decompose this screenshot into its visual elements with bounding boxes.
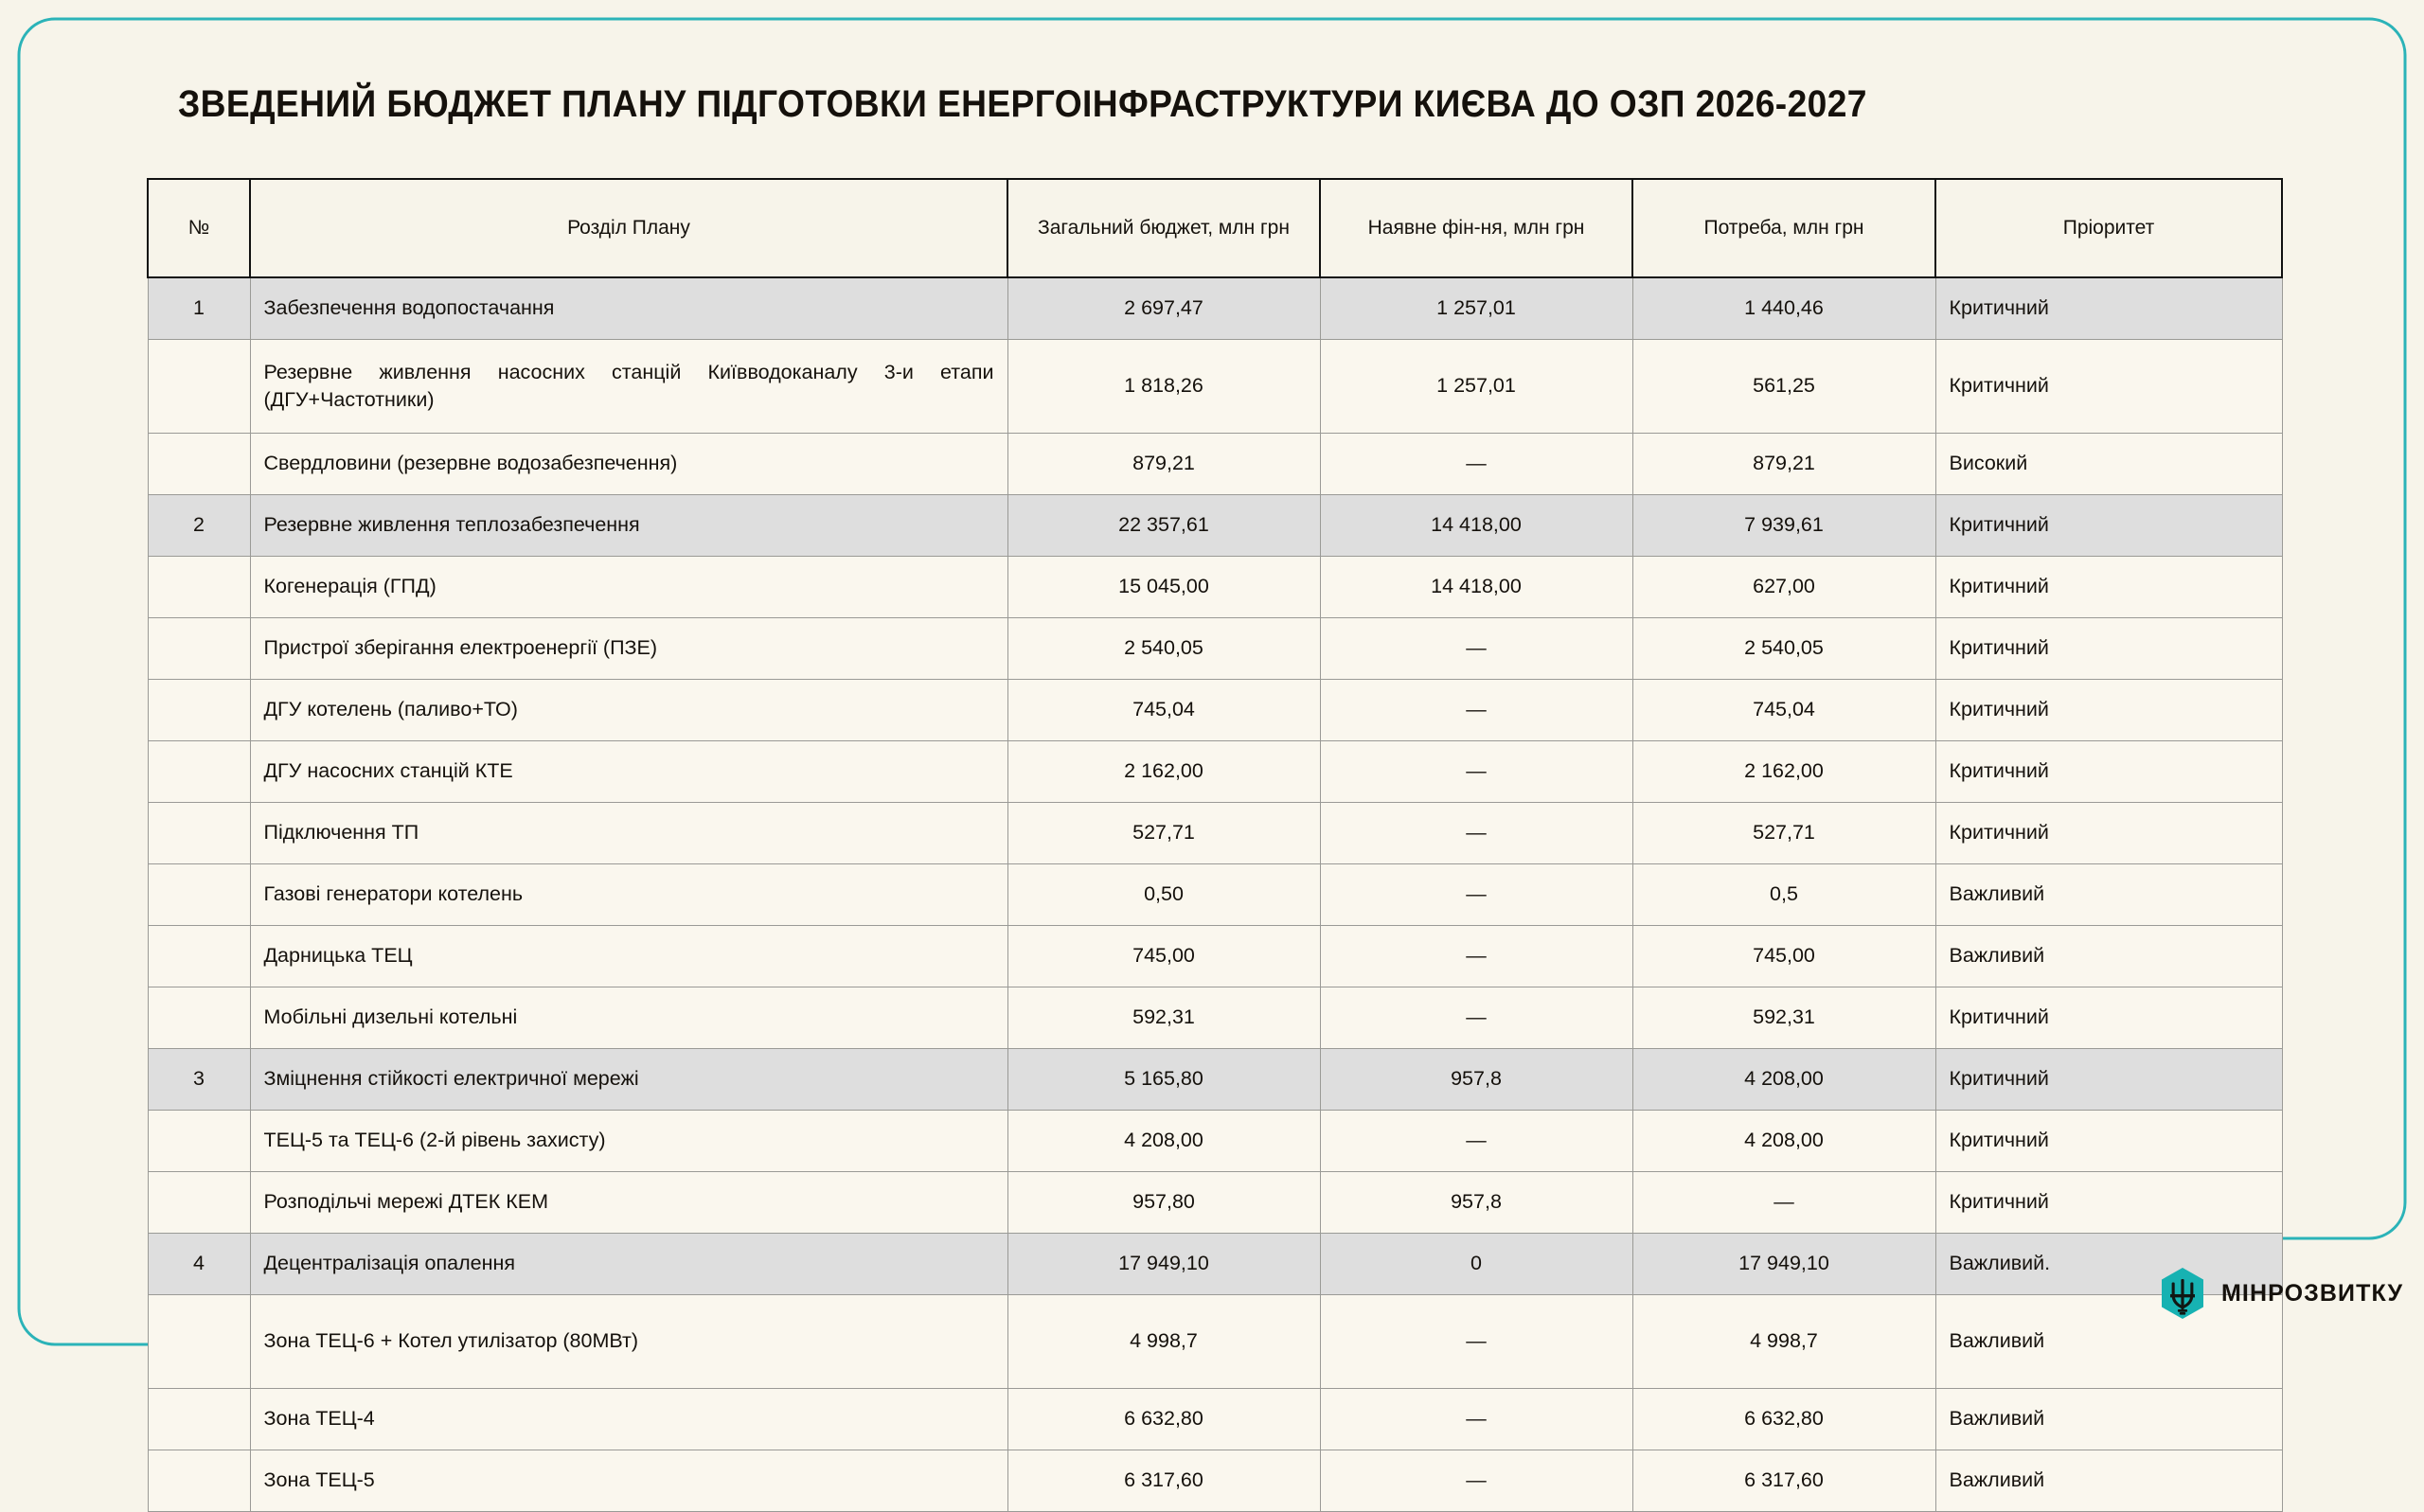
column-header-num: № <box>148 179 250 277</box>
cell-total-budget: 745,00 <box>1007 926 1320 987</box>
cell-section-name <box>250 340 1007 434</box>
cell-section-name: Забезпечення водопостачання <box>250 277 1007 340</box>
cell-available-funding: — <box>1320 1389 1632 1450</box>
cell-priority: Критичний <box>1935 987 2282 1049</box>
cell-priority: Критичний <box>1935 741 2282 803</box>
cell-number <box>148 987 250 1049</box>
cell-available-funding: — <box>1320 803 1632 864</box>
table-row <box>148 618 2282 680</box>
column-header-priority: Пріоритет <box>1935 179 2282 277</box>
cell-priority: Важливий <box>1935 1450 2282 1512</box>
cell-available-funding: 14 418,00 <box>1320 495 1632 557</box>
table-row <box>148 987 2282 1049</box>
cell-need: 627,00 <box>1632 557 1935 618</box>
table-row <box>148 340 2282 434</box>
trident-hexagon-icon <box>2159 1267 2206 1320</box>
cell-priority: Критичний <box>1935 618 2282 680</box>
cell-priority: Критичний <box>1935 803 2282 864</box>
table-row <box>148 434 2282 495</box>
cell-section-name: Децентралізація опалення <box>250 1234 1007 1295</box>
cell-total-budget: 879,21 <box>1007 434 1320 495</box>
table-row <box>148 926 2282 987</box>
cell-section-name: Мобільні дизельні котельні <box>250 987 1007 1049</box>
page-title: ЗВЕДЕНИЙ БЮДЖЕТ ПЛАНУ ПІДГОТОВКИ ЕНЕРГОІНФРАСТРУКТУРИ КИЄВА ДО ОЗП 2026-2027 <box>178 83 1867 125</box>
budget-table <box>147 178 2283 1512</box>
cell-available-funding: — <box>1320 864 1632 926</box>
table-row-section <box>148 1049 2282 1111</box>
cell-need: 592,31 <box>1632 987 1935 1049</box>
table-row <box>148 1111 2282 1172</box>
cell-number: 2 <box>148 495 250 557</box>
cell-need: 745,00 <box>1632 926 1935 987</box>
column-header-available: Наявне фін-ня, млн грн <box>1320 179 1632 277</box>
cell-priority: Важливий. <box>1935 1234 2282 1295</box>
cell-number <box>148 434 250 495</box>
cell-section-name: Резервне живлення теплозабезпечення <box>250 495 1007 557</box>
cell-need: 745,04 <box>1632 680 1935 741</box>
cell-total-budget: 4 208,00 <box>1007 1111 1320 1172</box>
cell-available-funding: — <box>1320 1450 1632 1512</box>
cell-total-budget: 17 949,10 <box>1007 1234 1320 1295</box>
cell-need: 2 162,00 <box>1632 741 1935 803</box>
cell-need: 4 208,00 <box>1632 1111 1935 1172</box>
cell-available-funding: 1 257,01 <box>1320 277 1632 340</box>
cell-section-name: Свердловини (резервне водозабезпечення) <box>250 434 1007 495</box>
cell-priority: Критичний <box>1935 340 2282 434</box>
cell-number <box>148 926 250 987</box>
cell-total-budget: 592,31 <box>1007 987 1320 1049</box>
cell-total-budget: 2 540,05 <box>1007 618 1320 680</box>
cell-number <box>148 557 250 618</box>
cell-total-budget: 745,04 <box>1007 680 1320 741</box>
cell-need: 527,71 <box>1632 803 1935 864</box>
cell-available-funding: — <box>1320 434 1632 495</box>
cell-section-name: Зона ТЕЦ-4 <box>250 1389 1007 1450</box>
cell-available-funding: 957,8 <box>1320 1049 1632 1111</box>
cell-number <box>148 803 250 864</box>
cell-number <box>148 1111 250 1172</box>
cell-section-name: Зміцнення стійкості електричної мережі <box>250 1049 1007 1111</box>
cell-priority: Критичний <box>1935 557 2282 618</box>
cell-available-funding: 14 418,00 <box>1320 557 1632 618</box>
cell-section-name: ДГУ насосних станцій КТЕ <box>250 741 1007 803</box>
cell-need: — <box>1632 1172 1935 1234</box>
cell-total-budget: 22 357,61 <box>1007 495 1320 557</box>
cell-priority: Критичний <box>1935 1049 2282 1111</box>
cell-priority: Критичний <box>1935 277 2282 340</box>
cell-available-funding: — <box>1320 618 1632 680</box>
table-row <box>148 1450 2282 1512</box>
cell-available-funding: — <box>1320 987 1632 1049</box>
cell-total-budget: 5 165,80 <box>1007 1049 1320 1111</box>
cell-available-funding: 957,8 <box>1320 1172 1632 1234</box>
cell-priority: Високий <box>1935 434 2282 495</box>
cell-available-funding: — <box>1320 680 1632 741</box>
cell-total-budget: 2 697,47 <box>1007 277 1320 340</box>
cell-priority: Критичний <box>1935 1111 2282 1172</box>
table-row <box>148 1295 2282 1389</box>
cell-total-budget: 15 045,00 <box>1007 557 1320 618</box>
cell-number <box>148 1450 250 1512</box>
cell-need: 17 949,10 <box>1632 1234 1935 1295</box>
table-row <box>148 741 2282 803</box>
cell-available-funding: — <box>1320 741 1632 803</box>
cell-total-budget: 0,50 <box>1007 864 1320 926</box>
cell-need: 561,25 <box>1632 340 1935 434</box>
cell-number <box>148 618 250 680</box>
column-header-need: Потреба, млн грн <box>1632 179 1935 277</box>
table-row <box>148 1172 2282 1234</box>
table-row-section <box>148 1234 2282 1295</box>
table-row <box>148 864 2282 926</box>
cell-available-funding: 1 257,01 <box>1320 340 1632 434</box>
cell-number: 1 <box>148 277 250 340</box>
table-row <box>148 1389 2282 1450</box>
table-row-section <box>148 495 2282 557</box>
cell-section-name: ТЕЦ-5 та ТЕЦ-6 (2-й рівень захисту) <box>250 1111 1007 1172</box>
table-header-row <box>148 179 2282 277</box>
cell-available-funding: — <box>1320 1111 1632 1172</box>
cell-section-name: Пристрої зберігання електроенергії (ПЗЕ) <box>250 618 1007 680</box>
cell-number <box>148 680 250 741</box>
cell-need: 7 939,61 <box>1632 495 1935 557</box>
cell-number <box>148 1389 250 1450</box>
cell-total-budget: 6 317,60 <box>1007 1450 1320 1512</box>
cell-number <box>148 1295 250 1389</box>
cell-section-name-text: Резервне живлення насосних станцій Київводоканалу 3-и етапи (ДГУ+Частотники) <box>263 360 994 411</box>
cell-section-name: Дарницька ТЕЦ <box>250 926 1007 987</box>
budget-table-container <box>147 178 2281 1512</box>
cell-priority: Критичний <box>1935 1172 2282 1234</box>
cell-need: 4 208,00 <box>1632 1049 1935 1111</box>
table-body <box>148 277 2282 1512</box>
cell-number: 3 <box>148 1049 250 1111</box>
cell-section-name: ДГУ котелень (паливо+ТО) <box>250 680 1007 741</box>
cell-available-funding: — <box>1320 926 1632 987</box>
cell-number <box>148 864 250 926</box>
cell-number <box>148 741 250 803</box>
table-row <box>148 803 2282 864</box>
cell-total-budget: 1 818,26 <box>1007 340 1320 434</box>
cell-section-name: Підключення ТП <box>250 803 1007 864</box>
cell-section-name: Розподільчі мережі ДТЕК КЕМ <box>250 1172 1007 1234</box>
cell-section-name: Газові генератори котелень <box>250 864 1007 926</box>
cell-number <box>148 340 250 434</box>
cell-need: 1 440,46 <box>1632 277 1935 340</box>
cell-priority: Важливий <box>1935 1389 2282 1450</box>
cell-available-funding: — <box>1320 1295 1632 1389</box>
cell-total-budget: 2 162,00 <box>1007 741 1320 803</box>
cell-section-name: Зона ТЕЦ-5 <box>250 1450 1007 1512</box>
cell-need: 2 540,05 <box>1632 618 1935 680</box>
cell-total-budget: 4 998,7 <box>1007 1295 1320 1389</box>
ministry-logo <box>2159 1267 2403 1320</box>
logo-wordmark: МІНРОЗВИТКУ <box>2221 1279 2404 1307</box>
cell-need: 6 632,80 <box>1632 1389 1935 1450</box>
cell-need: 6 317,60 <box>1632 1450 1935 1512</box>
table-row-section <box>148 277 2282 340</box>
column-header-total: Загальний бюджет, млн грн <box>1007 179 1320 277</box>
column-header-name: Розділ Плану <box>250 179 1007 277</box>
cell-priority: Важливий <box>1935 864 2282 926</box>
cell-need: 4 998,7 <box>1632 1295 1935 1389</box>
cell-total-budget: 527,71 <box>1007 803 1320 864</box>
cell-priority: Критичний <box>1935 680 2282 741</box>
cell-section-name: Когенерація (ГПД) <box>250 557 1007 618</box>
cell-need: 0,5 <box>1632 864 1935 926</box>
cell-priority: Критичний <box>1935 495 2282 557</box>
table-row <box>148 557 2282 618</box>
table-header <box>148 179 2282 277</box>
cell-available-funding: 0 <box>1320 1234 1632 1295</box>
cell-priority: Важливий <box>1935 1295 2282 1389</box>
cell-number: 4 <box>148 1234 250 1295</box>
cell-priority: Важливий <box>1935 926 2282 987</box>
cell-total-budget: 957,80 <box>1007 1172 1320 1234</box>
table-row <box>148 680 2282 741</box>
cell-number <box>148 1172 250 1234</box>
cell-section-name: Зона ТЕЦ-6 + Котел утилізатор (80МВт) <box>250 1295 1007 1389</box>
cell-total-budget: 6 632,80 <box>1007 1389 1320 1450</box>
cell-need: 879,21 <box>1632 434 1935 495</box>
